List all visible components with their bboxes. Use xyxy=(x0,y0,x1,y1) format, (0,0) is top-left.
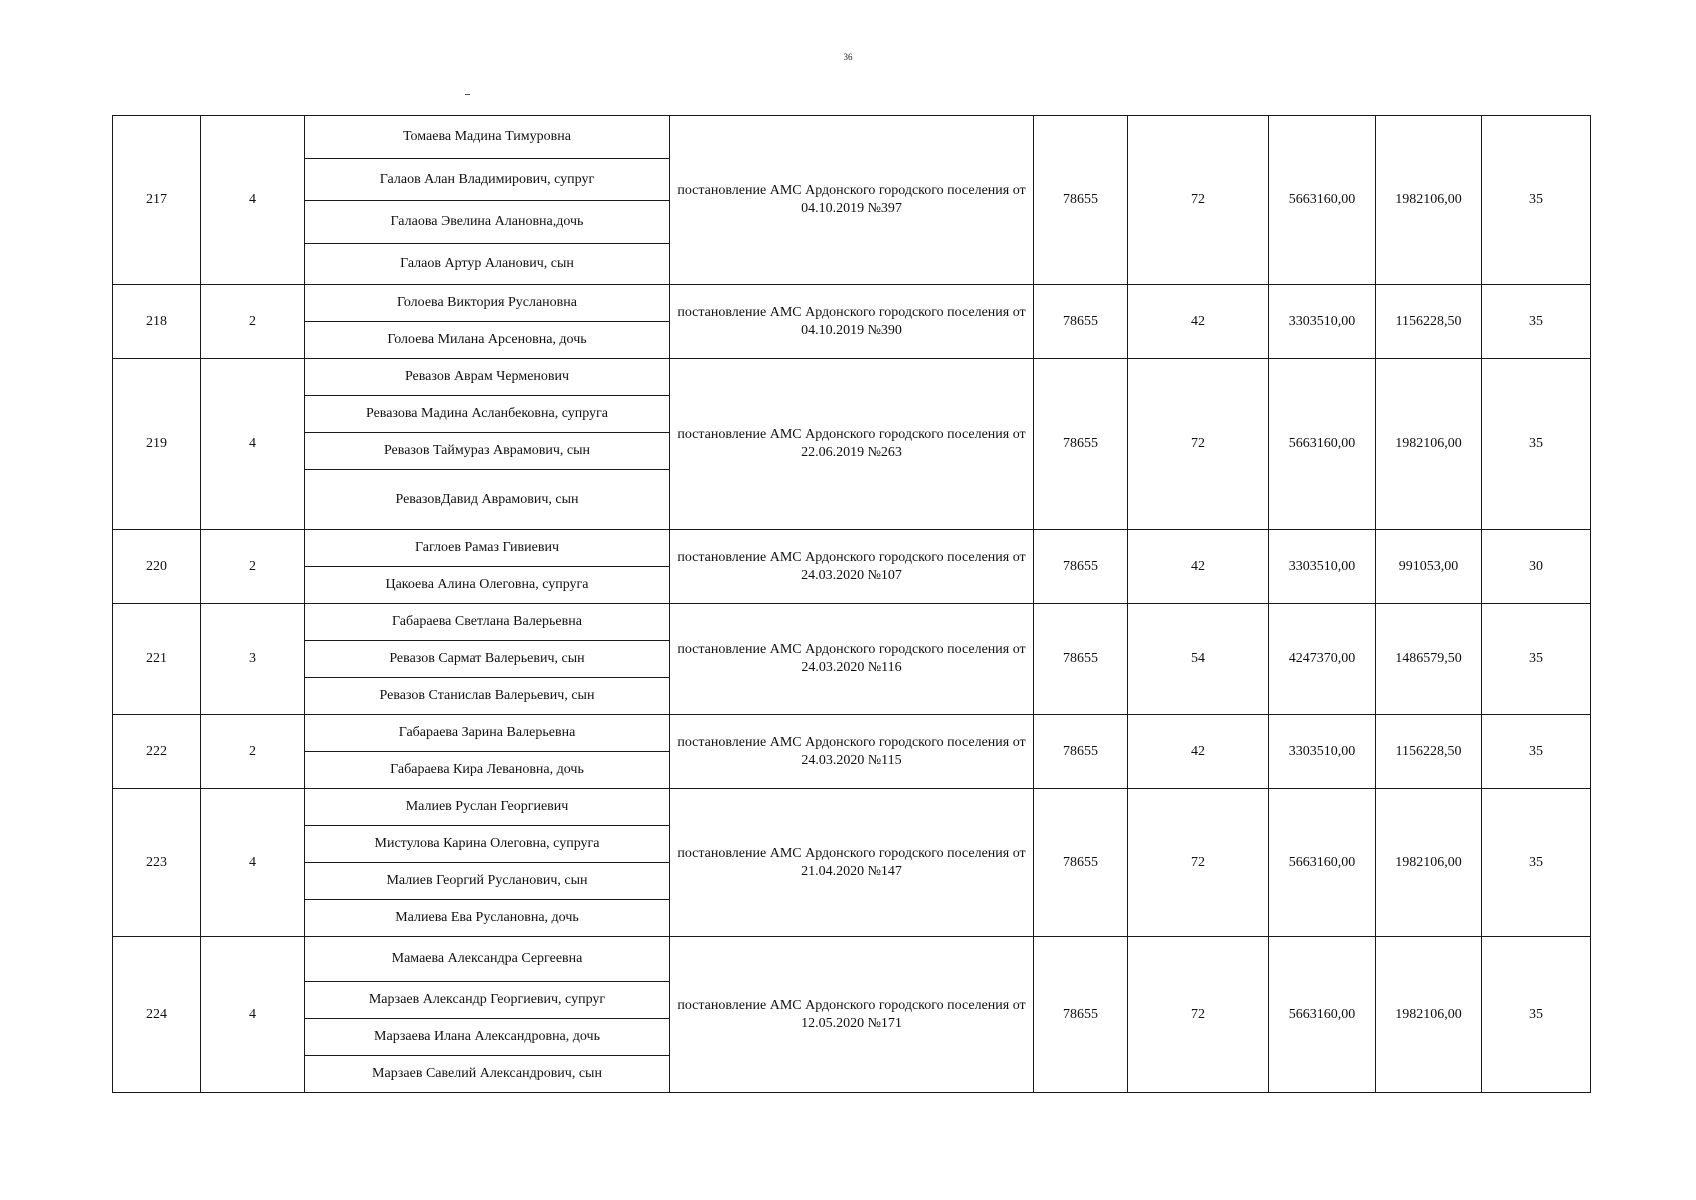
subsidy-percent-cell: 35 xyxy=(1482,116,1591,285)
table-row xyxy=(113,359,1591,396)
price-per-sqm-cell: 78655 xyxy=(1034,285,1128,359)
decree-cell: постановление АМС Ардонского городского поселения от 24.03.2020 №116 xyxy=(670,604,1034,715)
estimated-cost-cell: 4247370,00 xyxy=(1269,604,1376,715)
subsidy-percent-cell: 35 xyxy=(1482,604,1591,715)
page-number: 36 xyxy=(843,52,853,62)
price-per-sqm-cell: 78655 xyxy=(1034,937,1128,1093)
estimated-cost-cell: 5663160,00 xyxy=(1269,937,1376,1093)
family-member-cell: Ревазов Аврам Черменович xyxy=(305,359,670,396)
registry-table xyxy=(112,115,1591,1093)
family-member-cell: Малиева Ева Руслановна, дочь xyxy=(305,900,670,937)
family-size-cell: 3 xyxy=(201,604,305,715)
family-member-cell: Габараева Кира Левановна, дочь xyxy=(305,752,670,789)
registry-body xyxy=(113,116,1591,1093)
table-row xyxy=(113,789,1591,826)
family-member-cell: Ревазова Мадина Асланбековна, супруга xyxy=(305,396,670,433)
subsidy-percent-cell: 35 xyxy=(1482,789,1591,937)
area-norm-cell: 72 xyxy=(1128,937,1269,1093)
family-size-cell: 4 xyxy=(201,937,305,1093)
family-size-cell: 4 xyxy=(201,116,305,285)
family-member-cell: Габараева Светлана Валерьевна xyxy=(305,604,670,641)
family-member-cell: Галаов Артур Аланович, сын xyxy=(305,244,670,285)
record-number-cell: 217 xyxy=(113,116,201,285)
estimated-cost-cell: 3303510,00 xyxy=(1269,285,1376,359)
subsidy-amount-cell: 1156228,50 xyxy=(1376,285,1482,359)
price-per-sqm-cell: 78655 xyxy=(1034,530,1128,604)
price-per-sqm-cell: 78655 xyxy=(1034,604,1128,715)
subsidy-amount-cell: 1982106,00 xyxy=(1376,789,1482,937)
family-member-cell: Габараева Зарина Валерьевна xyxy=(305,715,670,752)
subsidy-amount-cell: 1486579,50 xyxy=(1376,604,1482,715)
area-norm-cell: 42 xyxy=(1128,530,1269,604)
estimated-cost-cell: 5663160,00 xyxy=(1269,789,1376,937)
family-size-cell: 2 xyxy=(201,285,305,359)
record-number-cell: 223 xyxy=(113,789,201,937)
table-row xyxy=(113,937,1591,982)
record-number-cell: 222 xyxy=(113,715,201,789)
area-norm-cell: 54 xyxy=(1128,604,1269,715)
table-row xyxy=(113,530,1591,567)
subsidy-amount-cell: 1156228,50 xyxy=(1376,715,1482,789)
subsidy-percent-cell: 30 xyxy=(1482,530,1591,604)
estimated-cost-cell: 5663160,00 xyxy=(1269,359,1376,530)
decree-cell: постановление АМС Ардонского городского поселения от 24.03.2020 №115 xyxy=(670,715,1034,789)
decree-cell: постановление АМС Ардонского городского поселения от 04.10.2019 №397 xyxy=(670,116,1034,285)
family-member-cell: Мистулова Карина Олеговна, супруга xyxy=(305,826,670,863)
record-number-cell: 219 xyxy=(113,359,201,530)
family-member-cell: Гаглоев Рамаз Гивиевич xyxy=(305,530,670,567)
family-member-cell: Цакоева Алина Олеговна, супруга xyxy=(305,567,670,604)
family-member-cell: Галаова Эвелина Алановна,дочь xyxy=(305,201,670,244)
family-size-cell: 4 xyxy=(201,789,305,937)
family-member-cell: Ревазов Сармат Валерьевич, сын xyxy=(305,641,670,678)
family-member-cell: Галаов Алан Владимирович, супруг xyxy=(305,159,670,201)
decree-cell: постановление АМС Ардонского городского поселения от 22.06.2019 №263 xyxy=(670,359,1034,530)
family-member-cell: Голоева Виктория Руслановна xyxy=(305,285,670,322)
family-member-cell: Голоева Милана Арсеновна, дочь xyxy=(305,322,670,359)
subsidy-percent-cell: 35 xyxy=(1482,359,1591,530)
estimated-cost-cell: 5663160,00 xyxy=(1269,116,1376,285)
record-number-cell: 221 xyxy=(113,604,201,715)
scan-artifact xyxy=(465,94,470,95)
decree-cell: постановление АМС Ардонского городского поселения от 12.05.2020 №171 xyxy=(670,937,1034,1093)
area-norm-cell: 42 xyxy=(1128,715,1269,789)
decree-cell: постановление АМС Ардонского городского поселения от 24.03.2020 №107 xyxy=(670,530,1034,604)
subsidy-percent-cell: 35 xyxy=(1482,937,1591,1093)
family-member-cell: Ревазов Таймураз Аврамович, сын xyxy=(305,433,670,470)
subsidy-amount-cell: 1982106,00 xyxy=(1376,359,1482,530)
price-per-sqm-cell: 78655 xyxy=(1034,116,1128,285)
table-row xyxy=(113,285,1591,322)
price-per-sqm-cell: 78655 xyxy=(1034,359,1128,530)
record-number-cell: 220 xyxy=(113,530,201,604)
record-number-cell: 218 xyxy=(113,285,201,359)
estimated-cost-cell: 3303510,00 xyxy=(1269,530,1376,604)
area-norm-cell: 72 xyxy=(1128,116,1269,285)
estimated-cost-cell: 3303510,00 xyxy=(1269,715,1376,789)
subsidy-amount-cell: 991053,00 xyxy=(1376,530,1482,604)
family-member-cell: Малиев Георгий Русланович, сын xyxy=(305,863,670,900)
table-row xyxy=(113,604,1591,641)
subsidy-amount-cell: 1982106,00 xyxy=(1376,116,1482,285)
family-size-cell: 4 xyxy=(201,359,305,530)
record-number-cell: 224 xyxy=(113,937,201,1093)
area-norm-cell: 72 xyxy=(1128,789,1269,937)
family-member-cell: Ревазов Станислав Валерьевич, сын xyxy=(305,678,670,715)
price-per-sqm-cell: 78655 xyxy=(1034,789,1128,937)
table-row xyxy=(113,116,1591,159)
family-size-cell: 2 xyxy=(201,530,305,604)
decree-cell: постановление АМС Ардонского городского поселения от 21.04.2020 №147 xyxy=(670,789,1034,937)
subsidy-percent-cell: 35 xyxy=(1482,285,1591,359)
price-per-sqm-cell: 78655 xyxy=(1034,715,1128,789)
area-norm-cell: 72 xyxy=(1128,359,1269,530)
family-member-cell: Малиев Руслан Георгиевич xyxy=(305,789,670,826)
subsidy-amount-cell: 1982106,00 xyxy=(1376,937,1482,1093)
family-member-cell: Марзаев Савелий Александрович, сын xyxy=(305,1056,670,1093)
family-member-cell: Мамаева Александра Сергеевна xyxy=(305,937,670,982)
decree-cell: постановление АМС Ардонского городского поселения от 04.10.2019 №390 xyxy=(670,285,1034,359)
family-member-cell: РевазовДавид Аврамович, сын xyxy=(305,470,670,530)
family-member-cell: Томаева Мадина Тимуровна xyxy=(305,116,670,159)
family-member-cell: Марзаев Александр Георгиевич, супруг xyxy=(305,982,670,1019)
area-norm-cell: 42 xyxy=(1128,285,1269,359)
family-size-cell: 2 xyxy=(201,715,305,789)
family-member-cell: Марзаева Илана Александровна, дочь xyxy=(305,1019,670,1056)
subsidy-percent-cell: 35 xyxy=(1482,715,1591,789)
table-row xyxy=(113,715,1591,752)
